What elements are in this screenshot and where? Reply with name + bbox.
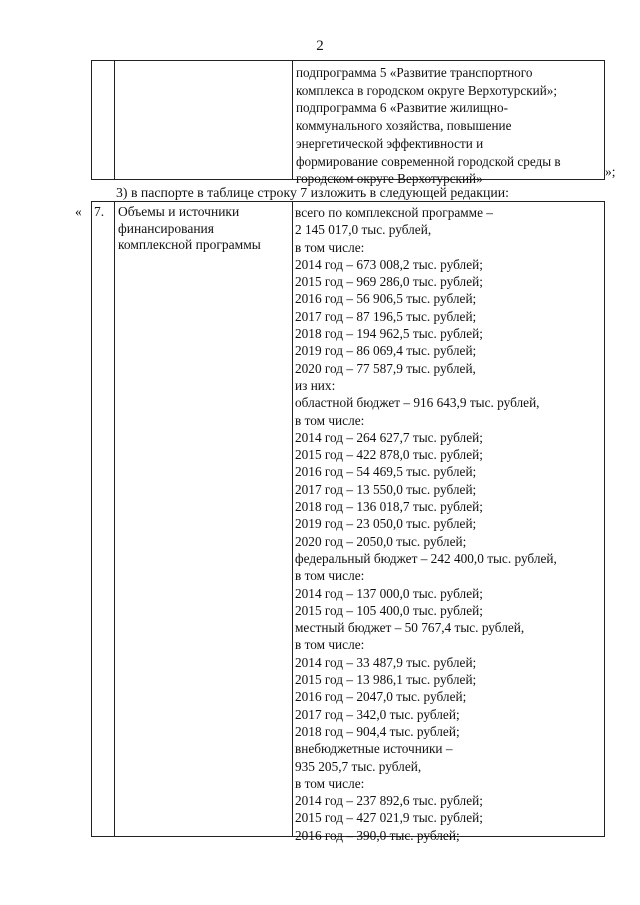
text-line: подпрограмма 5 «Развитие транспортного: [296, 65, 533, 80]
column-divider: [292, 202, 293, 836]
text-line: подпрограмма 6 «Развитие жилищно-: [296, 100, 508, 116]
text-line: 2020 год – 77 587,9 тыс. рублей,: [295, 360, 476, 376]
opening-quote-mark: «: [75, 204, 82, 219]
row-number: 7.: [94, 204, 105, 219]
text-line: 2016 год – 390,0 тыс. рублей;: [295, 827, 460, 843]
text-line: формирование современной городской среды в: [296, 153, 561, 169]
text-line: в том числе:: [295, 568, 365, 584]
text-line: 2 145 017,0 тыс. рублей,: [295, 222, 432, 238]
text-line: 935 205,7 тыс. рублей,: [295, 758, 422, 774]
text-line: 2019 год – 86 069,4 тыс. рублей;: [295, 343, 477, 359]
text-line: городском округе Верхотурский»: [296, 171, 483, 187]
text-line: 2016 год – 56 906,5 тыс. рублей;: [295, 291, 477, 307]
text-line: 2018 год – 136 018,7 тыс. рублей;: [295, 499, 483, 515]
text-line: в том числе:: [295, 775, 365, 791]
text-line: Объемы и источники: [118, 204, 240, 219]
text-line: 2019 год – 23 050,0 тыс. рублей;: [295, 516, 477, 532]
text-line: 2018 год – 904,4 тыс. рублей;: [295, 723, 460, 739]
text-line: 2015 год – 427 021,9 тыс. рублей;: [295, 810, 483, 826]
amendment-instruction: 3) в паспорте в таблице строку 7 изложить в следующей редакции:: [116, 185, 509, 200]
text-line: 2016 год – 54 469,5 тыс. рублей;: [295, 464, 477, 480]
text-line: 2014 год – 264 627,7 тыс. рублей;: [295, 429, 483, 445]
text-line: федеральный бюджет – 242 400,0 тыс. рублей,: [295, 550, 557, 566]
text-line: 2017 год – 13 550,0 тыс. рублей;: [295, 481, 477, 497]
text-line: 2020 год – 2050,0 тыс. рублей;: [295, 533, 467, 549]
page-number: 2: [316, 38, 324, 54]
text-line: 2015 год – 13 986,1 тыс. рублей;: [295, 672, 477, 688]
continued-table: [91, 60, 605, 187]
text-line: внебюджетные источники –: [295, 741, 453, 757]
text-line: 2017 год – 342,0 тыс. рублей;: [295, 706, 460, 722]
text-line: 2016 год – 2047,0 тыс. рублей;: [295, 689, 467, 705]
text-line: в том числе:: [295, 637, 365, 653]
column-divider: [114, 61, 115, 179]
row-label-cell: [118, 204, 288, 254]
text-line: 2015 год – 969 286,0 тыс. рублей;: [295, 274, 483, 290]
text-line: 2018 год – 194 962,5 тыс. рублей;: [295, 326, 483, 342]
text-line: 2015 год – 422 878,0 тыс. рублей;: [295, 447, 483, 463]
text-line: областной бюджет – 916 643,9 тыс. рублей,: [295, 395, 540, 411]
text-line: из них:: [295, 377, 336, 393]
text-line: 2014 год – 33 487,9 тыс. рублей;: [295, 654, 477, 670]
funding-values-cell: [295, 204, 605, 844]
text-line: комплексной программы: [118, 237, 261, 252]
text-line: всего по комплексной программе –: [295, 205, 493, 220]
text-line: 2015 год – 105 400,0 тыс. рублей;: [295, 602, 483, 618]
subprogram-list-cell: [296, 64, 606, 188]
text-line: 2014 год – 137 000,0 тыс. рублей;: [295, 585, 483, 601]
text-line: местный бюджет – 50 767,4 тыс. рублей,: [295, 620, 525, 636]
text-line: 2014 год – 237 892,6 тыс. рублей;: [295, 793, 483, 809]
funding-table: [91, 201, 605, 843]
column-divider: [114, 202, 115, 836]
text-line: коммунального хозяйства, повышение: [296, 118, 512, 134]
text-line: 2014 год – 673 008,2 тыс. рублей;: [295, 256, 483, 272]
text-line: комплекса в городском округе Верхотурский»;: [296, 82, 558, 98]
text-line: в том числе:: [295, 239, 365, 255]
column-divider: [292, 61, 293, 179]
text-line: в том числе:: [295, 412, 365, 428]
text-line: финансирования: [118, 220, 214, 236]
closing-quote-mark: »;: [605, 164, 616, 179]
text-line: 2017 год – 87 196,5 тыс. рублей;: [295, 308, 477, 324]
text-line: энергетической эффективности и: [296, 135, 484, 151]
